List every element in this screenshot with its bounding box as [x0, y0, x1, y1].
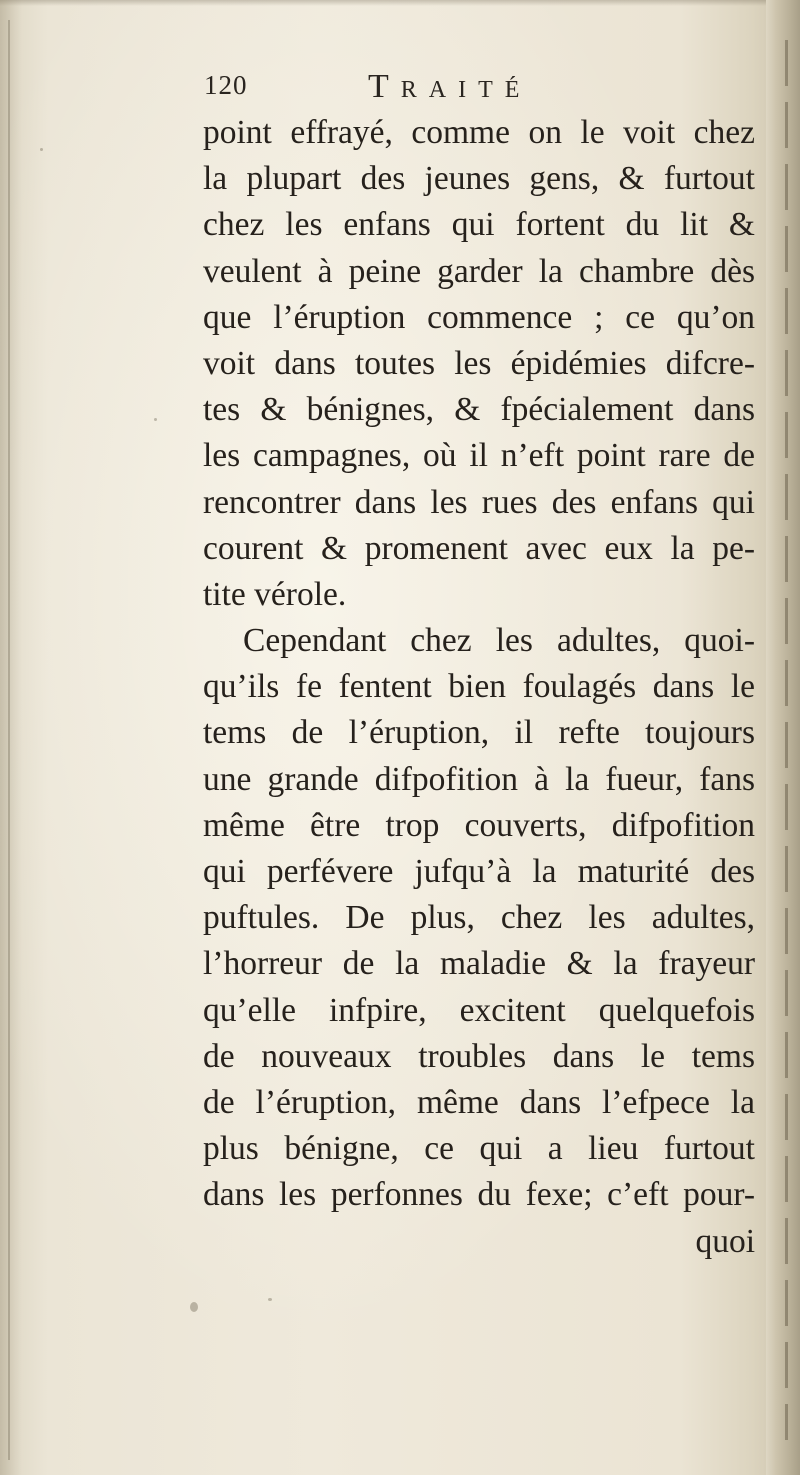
text-line: voit dans toutes les épidémies difcre- [203, 344, 755, 382]
page-number: 120 [204, 70, 248, 100]
text-line: plus bénigne, ce qui a lieu furtout [203, 1130, 755, 1168]
paper-speck [190, 1302, 198, 1312]
paragraph-first-line: Cependant chez les adultes, quoi- [243, 622, 755, 660]
text-line: de nouveaux troubles dans le tems [203, 1037, 755, 1075]
page-top-edge [0, 0, 800, 6]
text-line: que l’éruption commence ; ce qu’on [203, 298, 755, 336]
text-line: dans les perfonnes du fexe; c’eft pour- [203, 1176, 755, 1214]
text-line: qui perfévere jufqu’à la maturité des [203, 853, 755, 890]
text-line: tems de l’éruption, il refte toujours [203, 714, 755, 752]
catchword: quoi [695, 1222, 755, 1260]
text-line: une grande difpofition à la fueur, fans [203, 760, 755, 798]
text-line: les campagnes, où il n’eft point rare de [203, 437, 755, 475]
running-title: Traité [368, 68, 532, 105]
text-line: la plupart des jeunes gens, & furtout [203, 160, 755, 198]
text-line: même être trop couverts, difpofition [203, 806, 755, 844]
text-line: de l’éruption, même dans l’efpece la [203, 1083, 755, 1121]
text-line: veulent à peine garder la chambre dès [203, 252, 755, 290]
text-line: puftules. De plus, chez les adultes, [203, 899, 755, 937]
text-line: l’horreur de la maladie & la frayeur [203, 945, 755, 983]
text-line: point effrayé, comme on le voit chez [203, 114, 755, 151]
paragraph-end-line: tite vérole. [203, 575, 347, 613]
text-line: rencontrer dans les rues des enfans qui [203, 483, 755, 521]
page-edge-line [8, 20, 10, 1460]
paper-speck [268, 1298, 272, 1301]
paper-speck [154, 418, 157, 421]
text-line: tes & bénignes, & fpécialement dans [203, 391, 755, 429]
text-line: courent & promenent avec eux la pe- [203, 529, 755, 567]
text-line: qu’elle infpire, excitent quelquefois [203, 991, 755, 1029]
page-left-margin-shadow [0, 0, 22, 1475]
page-header [204, 68, 764, 108]
book-spine-gutter [766, 0, 800, 1475]
body-text [203, 110, 755, 1265]
paper-speck [40, 148, 43, 151]
binding-stitch [785, 40, 788, 1440]
text-line: chez les enfans qui fortent du lit & [203, 206, 755, 244]
text-line: qu’ils fe fentent bien foulagés dans le [203, 668, 755, 706]
